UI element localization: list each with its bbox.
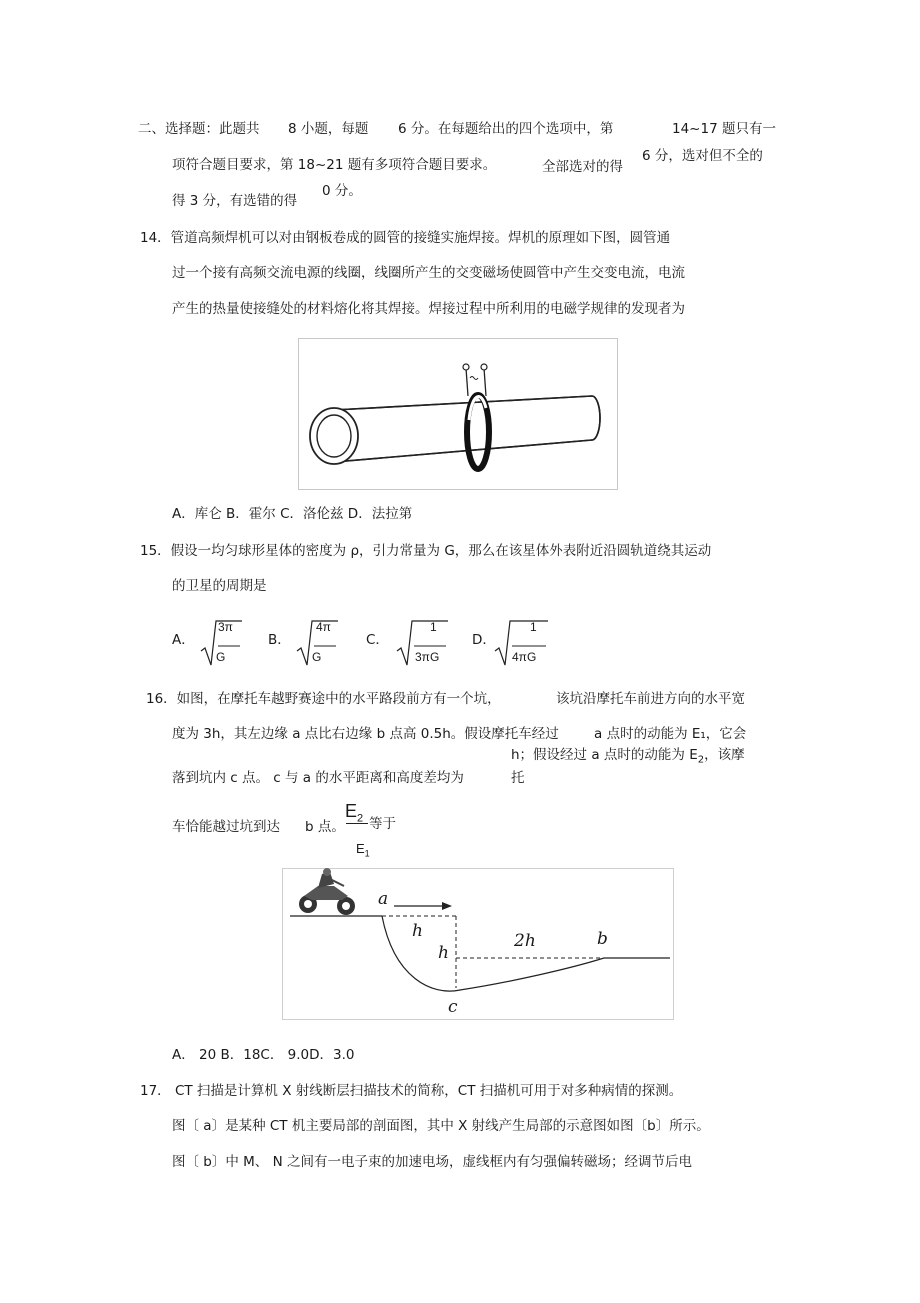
q14-line-1: 14．管道高频焊机可以对由钢板卷成的圆管的接缝实施焊接。焊机的原理如下图，圆管通 <box>140 230 671 246</box>
section-intro-4: 14~17 题只有一 <box>672 121 776 137</box>
q16-line-3a: h；假设经过 a 点时的动能为 E <box>511 747 698 763</box>
q15-c-numerator: 1 <box>430 620 437 634</box>
q16-frac-num-sub: 2 <box>357 812 364 825</box>
q16-line-5b: b 点。 <box>305 819 345 835</box>
q16-line-2b: a 点时的动能为 E₁，它会 <box>594 726 747 742</box>
welding-figure <box>298 338 618 490</box>
q16-line-4b: 托 <box>511 770 525 786</box>
q16-fraction-bar <box>346 823 368 824</box>
label-2h: 2h <box>514 931 536 951</box>
q15-a-numerator: 3π <box>218 620 233 634</box>
section-intro-7: 6 分，选对但不全的 <box>642 148 763 164</box>
q17-line-1: 17． CT 扫描是计算机 X 射线断层扫描技术的简称，CT 扫描机可用于对多种病情的探测。 <box>140 1083 683 1099</box>
q15-d-numerator: 1 <box>530 620 537 634</box>
section-intro-2: 8 小题，每题 <box>288 121 369 137</box>
motorcycle-pit-figure <box>282 868 674 1020</box>
q16-line-3c: ，该摩 <box>704 747 745 763</box>
section-intro-5: 项符合题目要求，第 18~21 题有多项符合题目要求。 <box>172 157 497 173</box>
q16-frac-num-letter: E <box>345 801 358 821</box>
q16-frac-den-letter: E <box>356 841 365 856</box>
q17-line-2: 图〔 a〕是某种 CT 机主要局部的剖面图，其中 X 射线产生局部的示意图如图〔b〕所示。 <box>172 1118 710 1134</box>
q15-option-a-formula <box>200 619 242 667</box>
q16-options: A． 20 B．18C． 9.0D．3.0 <box>172 1047 355 1063</box>
q15-c-denominator: 3πG <box>415 650 440 664</box>
q15-option-c-formula <box>396 619 448 667</box>
q16-line-2a: 度为 3h，其左边缘 a 点比右边缘 b 点高 0.5h。假设摩托车经过 <box>172 726 559 742</box>
label-h-lower: h <box>438 943 449 963</box>
q15-line-1: 15．假设一均匀球形星体的密度为 ρ，引力常量为 G，那么在该星体外表附近沿圆轨道绕其运动 <box>140 543 712 559</box>
motorcycle-icon <box>299 868 355 915</box>
q15-option-d-formula <box>494 619 548 667</box>
q16-line-4a: 落到坑内 c 点。 c 与 a 的水平距离和高度差均为 <box>172 770 464 786</box>
q16-line-3-sub: 2 <box>697 754 705 766</box>
label-b: b <box>597 929 608 949</box>
q15-a-denominator: G <box>216 650 226 664</box>
section-intro-3: 6 分。在每题给出的四个选项中，第 <box>398 121 614 137</box>
q14-options: A．库仑 B．霍尔 C．洛伦兹 D．法拉第 <box>172 506 413 522</box>
q14-line-3: 产生的热量使接缝处的材料熔化将其焊接。焊接过程中所利用的电磁学规律的发现者为 <box>172 301 685 317</box>
q15-line-2: 的卫星的周期是 <box>172 578 267 594</box>
q15-option-b-formula <box>296 619 338 667</box>
label-h-upper: h <box>412 921 423 941</box>
q16-line-1b: 该坑沿摩托车前进方向的水平宽 <box>556 691 745 707</box>
label-c: c <box>448 997 458 1017</box>
section-intro-1: 二、选择题：此题共 <box>138 121 260 137</box>
q16-line-5a: 车恰能越过坑到达 <box>172 819 280 835</box>
q16-line-3 <box>511 746 745 770</box>
q14-line-2: 过一个接有高频交流电源的线圈，线圈所产生的交变磁场使圆管中产生交变电流，电流 <box>172 265 685 281</box>
section-intro-6: 全部选对的得 <box>542 159 623 175</box>
q15-option-b-label: B． <box>268 632 291 648</box>
q15-b-denominator: G <box>312 650 322 664</box>
q15-option-c-label: C． <box>366 632 389 648</box>
q16-line-1a: 16．如图，在摩托车越野赛途中的水平路段前方有一个坑， <box>146 691 501 707</box>
q15-option-d-label: D． <box>472 632 496 648</box>
q17-line-3: 图〔 b〕中 M、 N 之间有一电子束的加速电场，虚线框内有匀强偏转磁场；经调节后电 <box>172 1154 692 1170</box>
label-a: a <box>378 889 389 909</box>
section-intro-9: 0 分。 <box>322 183 362 199</box>
q15-b-numerator: 4π <box>316 620 331 634</box>
q15-d-denominator: 4πG <box>512 650 537 664</box>
section-intro-8: 得 3 分，有选错的得 <box>172 193 298 209</box>
q16-frac-den-sub: 1 <box>364 848 370 859</box>
q15-option-a-label: A． <box>172 632 195 648</box>
q16-fraction-numerator <box>345 800 363 830</box>
q16-fraction-denominator <box>356 840 370 863</box>
q16-fraction-tail: 等于 <box>369 816 396 832</box>
